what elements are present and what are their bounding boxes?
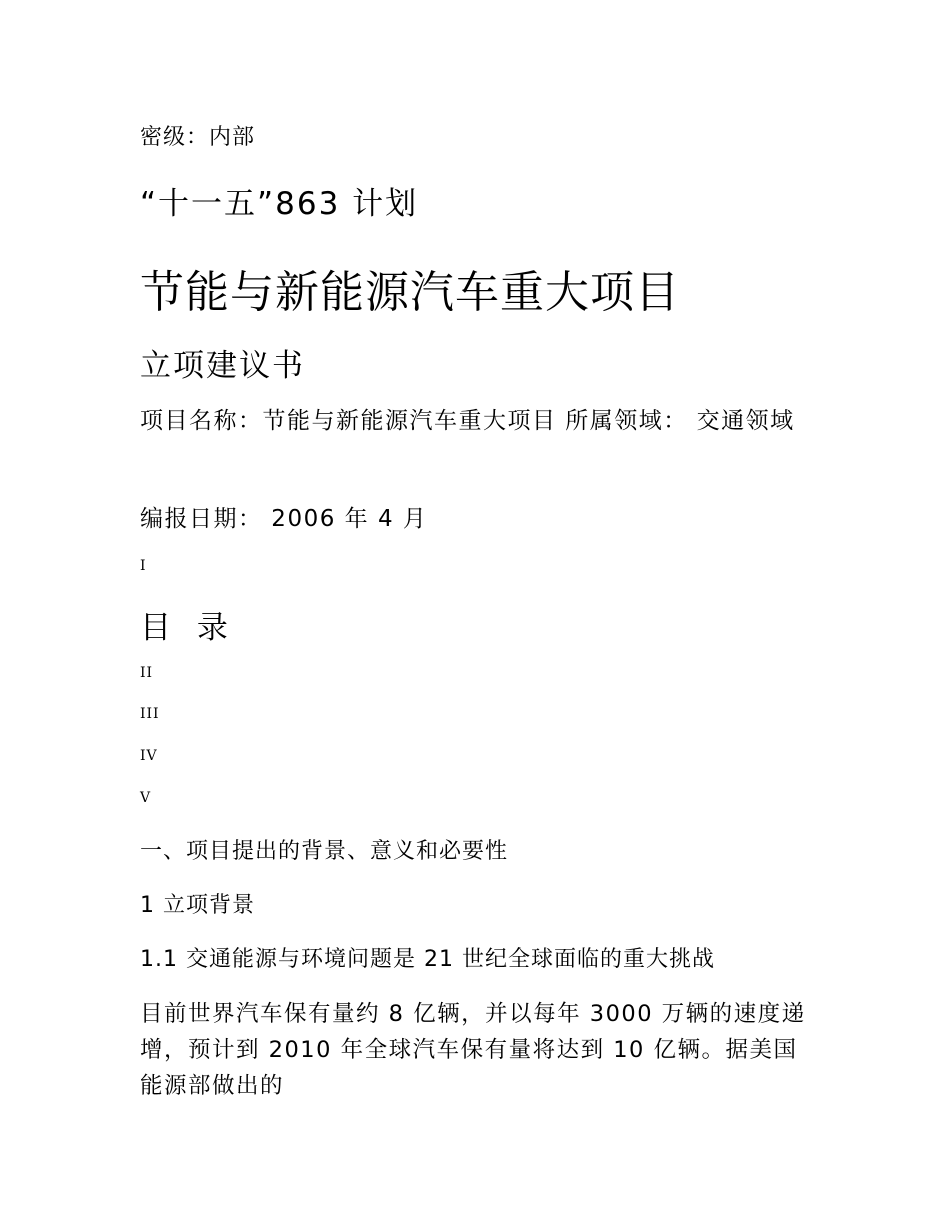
report-date-line: 编报日期： 2006 年 4 月 xyxy=(140,506,428,532)
project-title: 节能与新能源汽车重大项目 xyxy=(140,267,680,318)
plan-title: “十一五”863 计划 xyxy=(140,186,419,222)
project-name-line: 项目名称：节能与新能源汽车重大项目 所属领域： 交通领域 xyxy=(140,408,795,434)
roman-numeral-1: I xyxy=(140,558,147,574)
body-paragraph: 目前世界汽车保有量约 8 亿辆，并以每年 3000 万辆的速度递增，预计到 2010 年全球汽车保有量将达到 10 亿辆。据美国能源部做出的 xyxy=(140,1001,806,1099)
document-type-title: 立项建议书 xyxy=(140,348,305,384)
roman-numeral-2: II xyxy=(140,665,154,681)
roman-numeral-4: IV xyxy=(140,748,158,764)
table-of-contents-title: 目 录 xyxy=(140,610,236,646)
section-heading-1: 一、项目提出的背景、意义和必要性 xyxy=(140,839,509,864)
section-heading-1-1-1: 1.1 交通能源与环境问题是 21 世纪全球面临的重大挑战 xyxy=(140,947,715,972)
roman-numeral-5: V xyxy=(140,790,152,806)
section-heading-1-1: 1 立项背景 xyxy=(140,893,255,918)
classification-label: 密级：内部 xyxy=(140,125,256,150)
roman-numeral-3: III xyxy=(140,706,160,722)
